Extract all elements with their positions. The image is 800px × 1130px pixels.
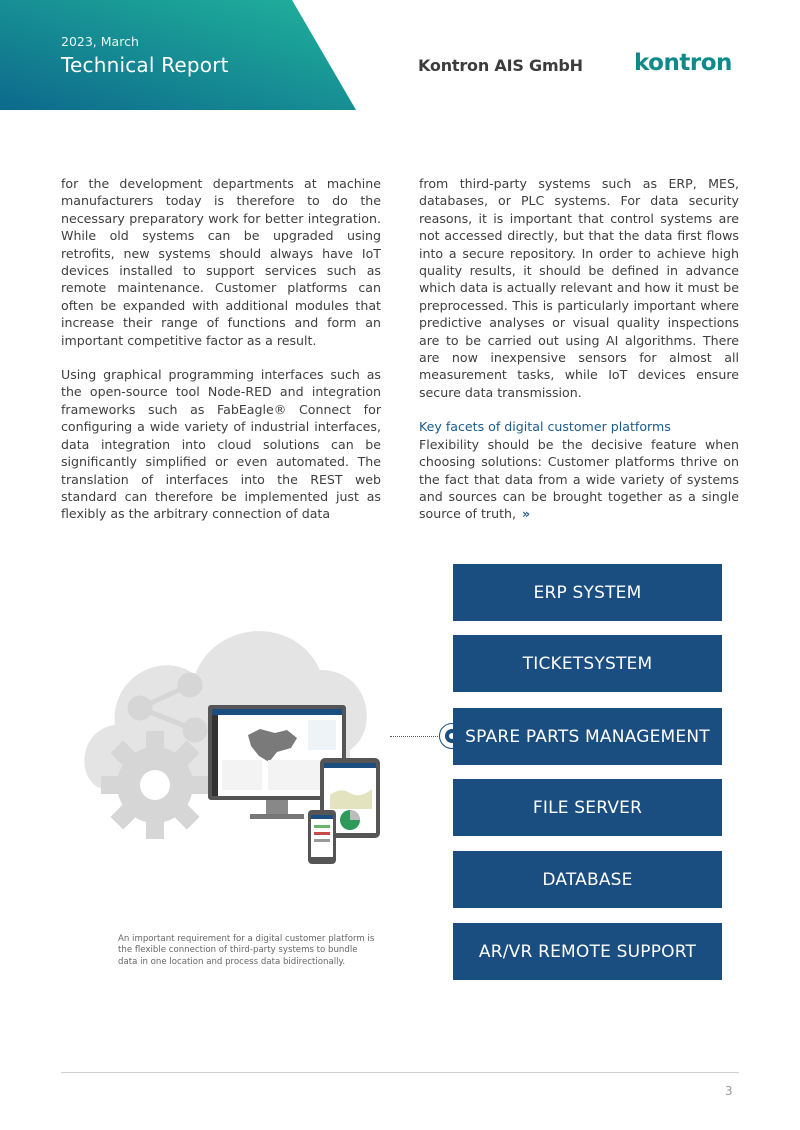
report-date: 2023, March — [61, 34, 139, 49]
continue-marker: » — [522, 506, 531, 522]
paragraph: Flexibility should be the decisive feature when choosing solutions: Customer platforms thrive on the fact that data from a wide variety of systems and sources can be brought together as a single source of truth, — [419, 436, 739, 522]
figure-caption: An important requirement for a digital customer platform is the flexible connection of third-party systems to bundle data in one location and process data bidirectionally. — [118, 934, 375, 967]
system-box-file-server: FILE SERVER — [453, 779, 722, 836]
gear-icon — [101, 731, 209, 839]
right-column — [419, 175, 739, 523]
kontron-logo: kontron — [634, 50, 732, 76]
footer-divider — [61, 1072, 739, 1073]
platform-illustration — [80, 590, 410, 890]
phone-icon — [308, 810, 336, 864]
connector-line — [390, 736, 440, 737]
system-box-arvr: AR/VR REMOTE SUPPORT — [453, 923, 722, 980]
report-title: Technical Report — [61, 53, 229, 77]
left-column — [61, 175, 381, 540]
section-subheading: Key facets of digital customer platforms — [419, 419, 671, 435]
header-banner — [0, 0, 360, 110]
company-name: Kontron AIS GmbH — [418, 56, 583, 75]
page-number: 3 — [725, 1084, 733, 1098]
system-box-spare-parts: SPARE PARTS MANAGEMENT — [453, 708, 722, 765]
system-box-ticketsystem: TICKETSYSTEM — [453, 635, 722, 692]
system-box-database: DATABASE — [453, 851, 722, 908]
paragraph: from third-party systems such as ERP, MES, databases, or PLC systems. For data security reasons, it is important that control systems are not accessed directly, but that the data first flows into a secure repository. In order to achieve high quality results, it should be defined in advance which data is actually relevant and how it must be preprocessed. This is particularly important where predictive analyses or visual quality inspections are to be carried out using AI algorithms. There are now inexpensive sensors for almost all measurement tasks, while IoT devices ensure secure data transmission. — [419, 176, 739, 400]
paragraph: for the development departments at machine manufacturers today is therefore to do the necessary preparatory work for better integration. While old systems can be upgraded using retrofits, new systems should always have IoT devices installed to support services such as remote maintenance. Customer platforms can often be expanded with additional modules that increase their range of functions and form an important competitive factor as a result. — [61, 176, 381, 348]
system-box-erp: ERP SYSTEM — [453, 564, 722, 621]
paragraph: Using graphical programming interfaces such as the open-source tool Node-RED and integration frameworks such as FabEagle® Connect for configuring a wide variety of industrial interfaces, data integration into cloud solutions can be significantly simplified or even automated. The translation of interfaces into the REST web standard can therefore be implemented just as flexibly as the arbitrary connection of data — [61, 367, 381, 522]
